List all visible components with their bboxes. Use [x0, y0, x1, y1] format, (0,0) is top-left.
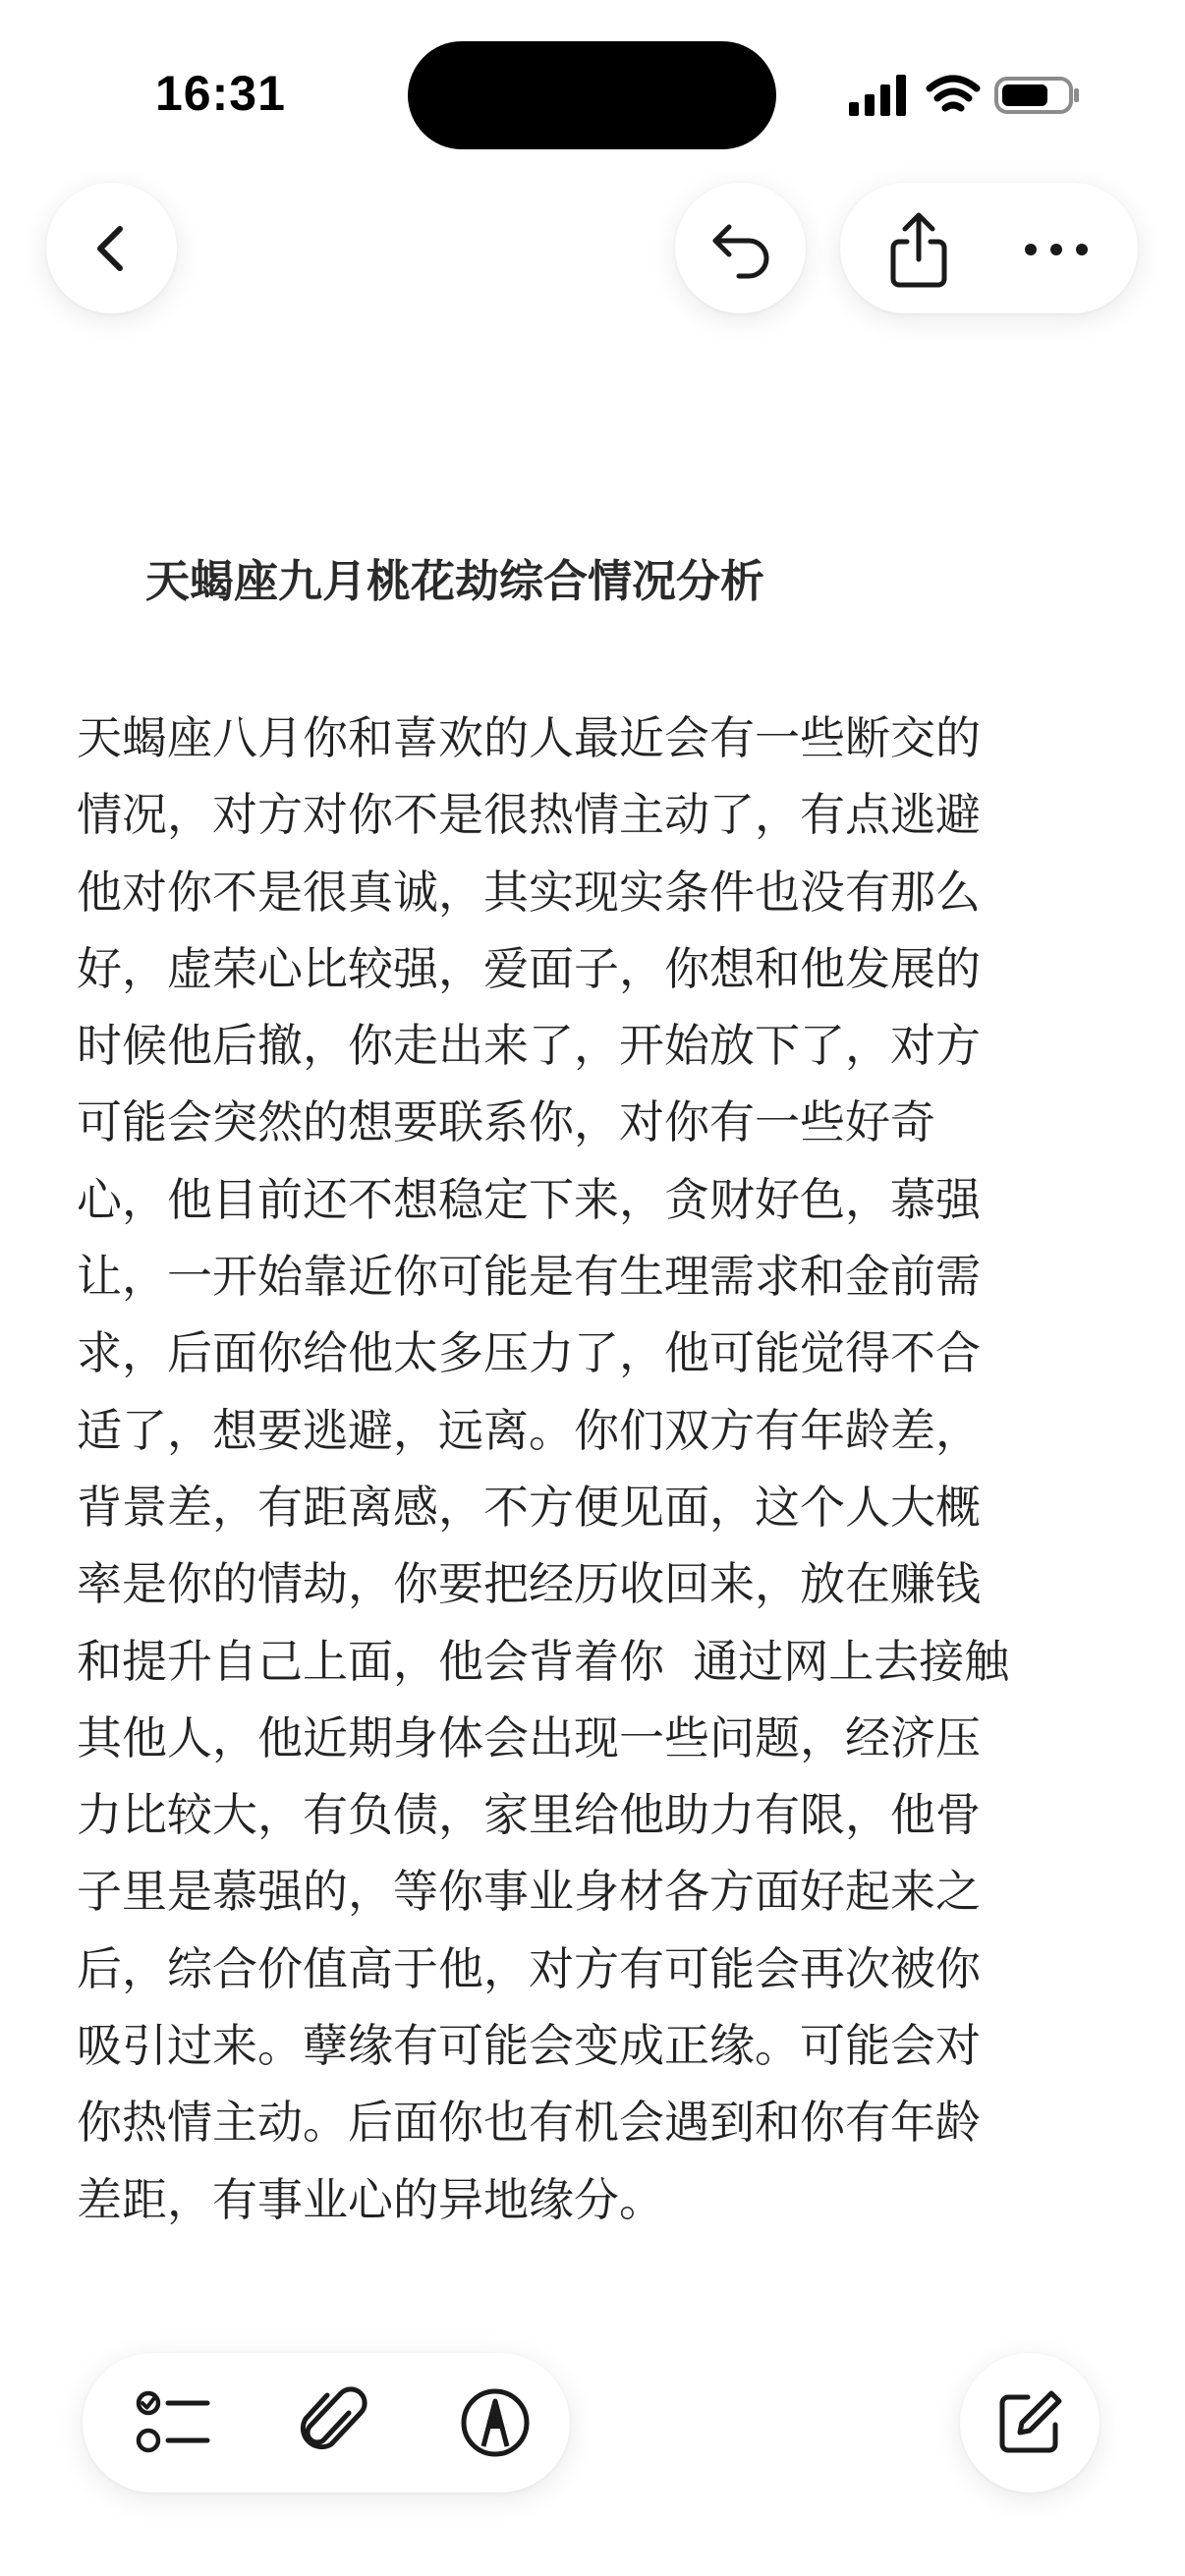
- note-line: 其他人，他近期身体会出现一些问题，经济压: [77, 1710, 981, 1764]
- note-line: 差距，有事业心的异地缘分。: [77, 2172, 664, 2226]
- checklist-icon: [135, 2387, 213, 2458]
- note-line: 他对你不是很真诚，其实现实条件也没有那么: [77, 865, 981, 919]
- note-line: 时候他后撤，你走出来了，开始放下了，对方: [77, 1019, 981, 1073]
- note-line: 力比较大，有负债，家里给他助力有限，他骨: [77, 1788, 981, 1842]
- note-line: 让，一开始靠近你可能是有生理需求和金前需: [77, 1250, 981, 1304]
- back-button[interactable]: [46, 183, 177, 313]
- note-line: 吸引过来。孽缘有可能会变成正缘。可能会对: [77, 2019, 981, 2073]
- note-line: 心，他目前还不想稳定下来，贪财好色，慕强: [77, 1172, 981, 1226]
- note-line: 可能会突然的想要联系你，对你有一些好奇: [77, 1095, 935, 1149]
- note-title[interactable]: 天蝎座九月桃花劫综合情况分析: [145, 555, 765, 607]
- share-icon: [883, 210, 954, 289]
- cellular-signal-icon: [849, 75, 906, 116]
- attachment-button[interactable]: [284, 2374, 382, 2472]
- share-more-group: [840, 183, 1138, 313]
- dynamic-island: [408, 41, 776, 149]
- note-line: 背景差，有距离感，不方便见面，这个人大概: [77, 1480, 981, 1534]
- paperclip-icon: [298, 2383, 368, 2462]
- status-time: 16:31: [155, 66, 286, 121]
- note-line: 适了，想要逃避，远离。你们双方有年龄差，: [77, 1403, 981, 1457]
- ellipsis-icon: [1021, 240, 1092, 259]
- undo-icon: [705, 213, 776, 284]
- more-button[interactable]: [1007, 200, 1105, 299]
- wifi-icon: [930, 79, 977, 108]
- note-line: 天蝎座八月你和喜欢的人最近会有一些断交的: [77, 711, 981, 764]
- compose-icon: [994, 2387, 1065, 2458]
- note-line: 情况，对方对你不是很热情主动了，有点逃避: [77, 788, 981, 842]
- compose-button[interactable]: [960, 2353, 1100, 2492]
- note-line: 后，综合价值高于他，对方有可能会再次被你: [77, 1941, 981, 1995]
- note-line: 率是你的情劫，你要把经历收回来，放在赚钱: [77, 1557, 981, 1611]
- markup-pen-icon: [458, 2385, 533, 2460]
- undo-button[interactable]: [675, 183, 806, 313]
- note-line: 子里是慕强的，等你事业身材各方面好起来之: [77, 1865, 981, 1919]
- markup-button[interactable]: [446, 2374, 544, 2472]
- share-button[interactable]: [870, 200, 968, 299]
- format-toolbar: [83, 2353, 570, 2492]
- chevron-left-icon: [83, 219, 141, 278]
- note-line: 好，虚荣心比较强，爱面子，你想和他发展的: [77, 941, 981, 995]
- battery-icon: [996, 79, 1079, 112]
- status-icons: [847, 73, 1083, 118]
- checklist-button[interactable]: [125, 2374, 223, 2472]
- note-line: 和提升自己上面，他会背着你 通过网上去接触: [77, 1634, 1010, 1688]
- note-line: 你热情主动。后面你也有机会遇到和你有年龄: [77, 2096, 981, 2150]
- note-body[interactable]: [77, 700, 1118, 2238]
- note-line: 求，后面你给他太多压力了，他可能觉得不合: [77, 1326, 981, 1380]
